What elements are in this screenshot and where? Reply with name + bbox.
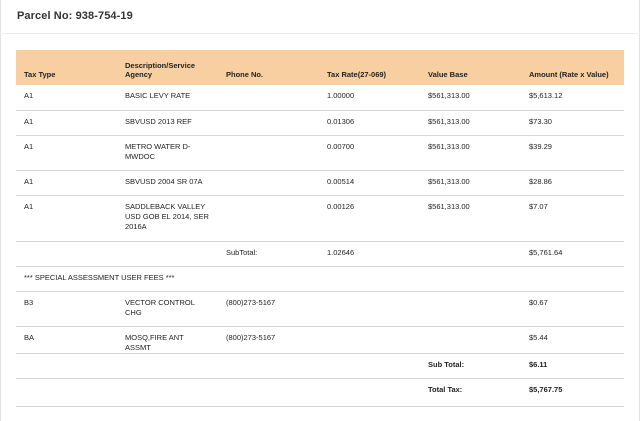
cell-tax-rate: 0.01306 <box>319 110 420 135</box>
cell-amount: $39.29 <box>521 135 624 170</box>
cell-value-base: $561,313.00 <box>420 170 521 195</box>
subtotal-amount: $5,761.64 <box>521 241 624 266</box>
cell-tax-rate <box>319 291 420 326</box>
cell-value-base: $561,313.00 <box>428 91 470 100</box>
cell-tax-type: A1 <box>16 195 117 241</box>
special-subtotal-row <box>16 353 624 378</box>
cell-phone: (800)273-5167 <box>218 326 319 353</box>
subtotal-row <box>16 241 624 266</box>
table-header-row <box>16 50 624 85</box>
cell-description: SBVUSD 2004 SR 07A <box>117 170 218 195</box>
cell-tax-type: A1 <box>16 110 117 135</box>
cell-tax-type: A1 <box>24 91 34 100</box>
cell-tax-rate: 0.00126 <box>319 195 420 241</box>
cell-tax-type: A1 <box>16 170 117 195</box>
title-divider <box>0 33 640 34</box>
total-tax-row <box>16 378 624 403</box>
cell-amount: $73.30 <box>521 110 624 135</box>
cell-amount: $0.67 <box>521 291 624 326</box>
total-tax-amount: $5,767.75 <box>521 378 624 403</box>
cell-description: SBVUSD 2013 REF <box>117 110 218 135</box>
column-header-amount: Amount (Rate x Value) <box>521 50 624 85</box>
table-row <box>16 110 624 135</box>
cell-tax-rate: 0.00700 <box>319 135 420 170</box>
total-tax-label: Total Tax: <box>420 378 521 403</box>
column-header-description: Description/Service Agency <box>117 50 218 85</box>
cell-phone: (800)273-5167 <box>218 291 319 326</box>
special-assessment-heading: *** SPECIAL ASSESSMENT USER FEES *** <box>16 266 624 291</box>
cell-description: VECTOR CONTROL CHG <box>117 291 218 326</box>
cell-value-base <box>420 326 521 353</box>
cell-amount: $5.44 <box>521 326 624 353</box>
table-row <box>16 326 624 353</box>
cell-tax-type: A1 <box>16 135 117 170</box>
cell-value-base: $561,313.00 <box>420 135 521 170</box>
cell-tax-rate: 0.00514 <box>319 170 420 195</box>
column-header-tax-rate: Tax Rate(27-069) <box>319 50 420 85</box>
cell-amount: $28.86 <box>521 170 624 195</box>
cell-tax-type: B3 <box>16 291 117 326</box>
cell-amount: $5,613.12 <box>529 91 563 100</box>
cell-phone <box>218 85 319 110</box>
column-header-value-base: Value Base <box>420 50 521 85</box>
cell-tax-rate: 1.00000 <box>327 91 355 100</box>
table-row <box>16 85 624 110</box>
cell-phone <box>218 110 319 135</box>
cell-tax-type: BA <box>16 326 117 353</box>
table-row <box>16 195 624 241</box>
subtotal-tax-rate: 1.02646 <box>319 241 420 266</box>
special-subtotal-amount: $6.11 <box>521 353 624 378</box>
column-header-tax-type: Tax Type <box>16 50 117 85</box>
special-subtotal-label: Sub Total: <box>420 353 521 378</box>
parcel-title: Parcel No: 938-754-19 <box>17 10 133 22</box>
cell-description: SADDLEBACK VALLEY USD GOB EL 2014, SER 2016A <box>117 195 218 241</box>
table-bottom-divider <box>16 406 624 407</box>
special-assessment-section-row <box>16 266 624 291</box>
cell-amount: $7.07 <box>521 195 624 241</box>
cell-phone <box>218 170 319 195</box>
column-header-phone: Phone No. <box>218 50 319 85</box>
cell-value-base: $561,313.00 <box>420 195 521 241</box>
cell-value-base <box>420 291 521 326</box>
cell-description: BASIC LEVY RATE <box>125 91 191 100</box>
subtotal-label: SubTotal: <box>218 241 319 266</box>
tax-table <box>16 50 624 403</box>
table-row <box>16 291 624 326</box>
cell-value-base: $561,313.00 <box>420 110 521 135</box>
table-row <box>16 135 624 170</box>
cell-phone <box>218 195 319 241</box>
cell-phone <box>218 135 319 170</box>
cell-description: MOSQ,FIRE ANT ASSMT <box>117 326 218 353</box>
table-row <box>16 170 624 195</box>
cell-tax-rate <box>319 326 420 353</box>
cell-description: METRO WATER D-MWDOC <box>117 135 218 170</box>
